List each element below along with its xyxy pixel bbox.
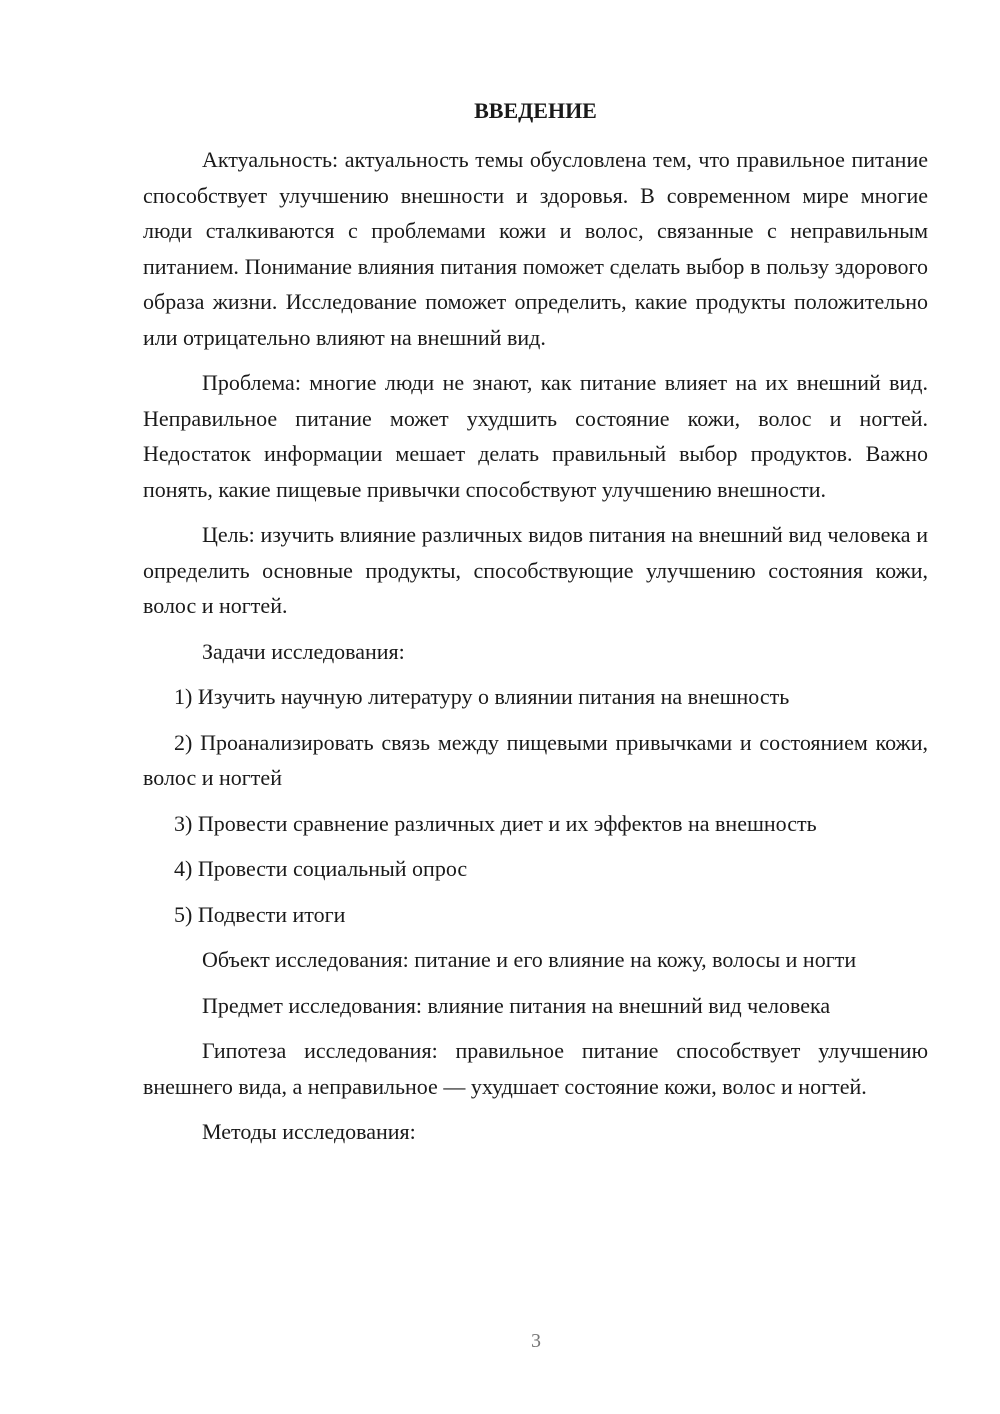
paragraph-problem: Проблема: многие люди не знают, как питание влияет на их внешний вид. Неправильное питание может ухудшить состояние кожи, волос и ногтей. Недостаток информации мешает делать правильный выбор продуктов. Важно понять, какие пищевые привычки способствуют улучшению внешности. <box>143 370 928 502</box>
paragraph-subject: Предмет исследования: влияние питания на внешний вид человека <box>202 992 831 1018</box>
paragraph-relevance: Актуальность: актуальность темы обусловлена тем, что правильное питание способствует улучшению внешности и здоровья. В современном мире многие люди сталкиваются с проблемами кожи и волос, связанные с неправильным питанием. Понимание влияния питания поможет сделать выбор в пользу здорового образа жизни. Исследование поможет определить, какие продукты положительно или отрицательно влияют на внешний вид. <box>143 147 928 350</box>
task-item-5: 5) Подвести итоги <box>174 901 346 927</box>
tasks-title: Задачи исследования: <box>202 638 405 664</box>
document-page <box>143 96 928 1160</box>
paragraph-hypothesis: Гипотеза исследования: правильное питание способствует улучшению внешнего вида, а неправильное — ухудшает состояние кожи, волос и ногтей. <box>143 1038 928 1099</box>
page-number: 3 <box>531 1330 541 1352</box>
task-item-1: 1) Изучить научную литературу о влиянии питания на внешность <box>174 684 790 709</box>
paragraph-goal: Цель: изучить влияние различных видов питания на внешний вид человека и определить основные продукты, способствующие улучшению состояния кожи, волос и ногтей. <box>143 522 928 618</box>
methods-title: Методы исследования: <box>202 1119 416 1144</box>
paragraph-object: Объект исследования: питание и его влияние на кожу, волосы и ногти <box>202 947 857 972</box>
task-item-4: 4) Провести социальный опрос <box>174 856 468 881</box>
task-item-2: 2) Проанализировать связь между пищевыми привычками и состоянием кожи, волос и ногтей <box>143 729 928 790</box>
task-item-3: 3) Провести сравнение различных диет и их эффектов на внешность <box>174 810 817 836</box>
section-heading: ВВЕДЕНИЕ <box>474 98 597 123</box>
